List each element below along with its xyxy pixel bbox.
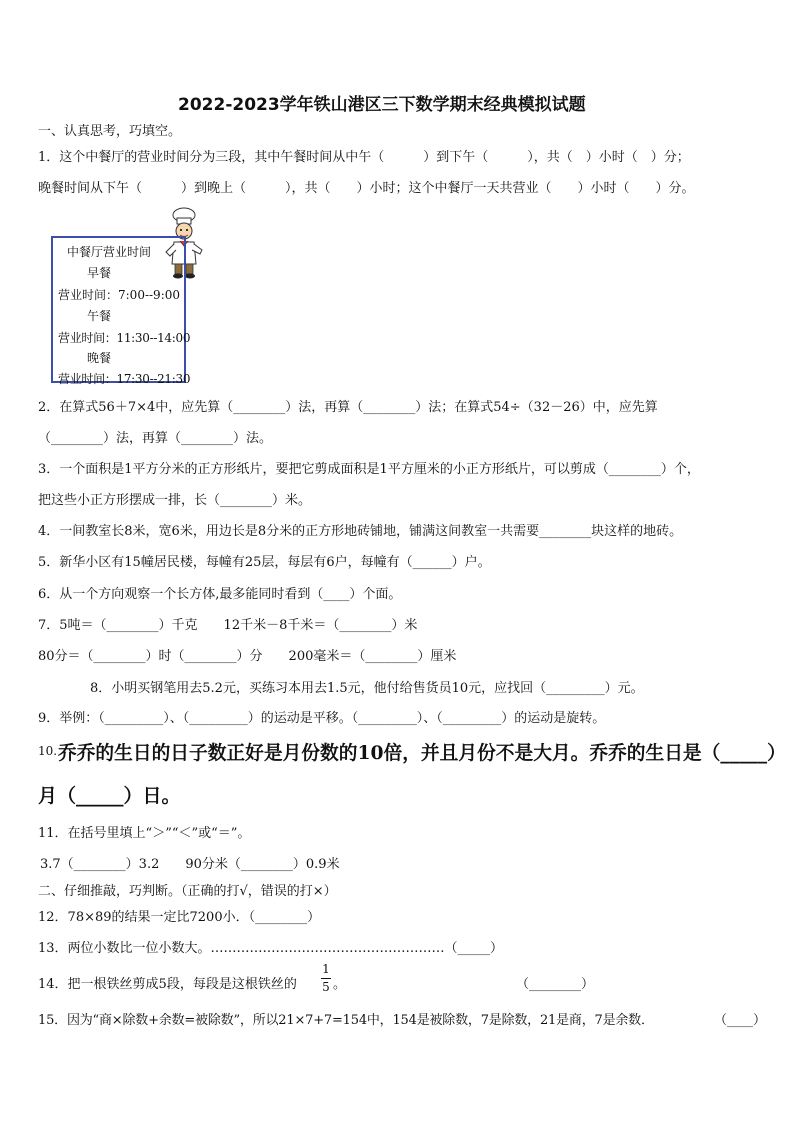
page-title: 2022-2023学年铁山港区三下数学期末经典模拟试题	[178, 95, 586, 115]
menu-dinner-time: 营业时间：17:30--21:30	[58, 372, 191, 386]
question-6: 6．从一个方向观察一个长方体,最多能同时看到（____）个面。	[38, 587, 402, 602]
menu-breakfast-label: 早餐	[87, 266, 112, 280]
restaurant-hours-box	[51, 236, 191, 386]
question-5: 5．新华小区有15幢居民楼，每幢有25层，每层有6户，每幢有（______）户。	[38, 555, 491, 570]
menu-breakfast-time: 营业时间：7:00--9:00	[58, 288, 181, 302]
menu-lunch-time: 营业时间：11:30--14:00	[58, 331, 191, 345]
question-14-fraction-bar	[321, 978, 331, 979]
question-12: 12．78×89的结果一定比7200小．（________）	[38, 910, 321, 925]
question-4: 4．一间教室长8米，宽6米，用边长是8分米的正方形地砖铺地，铺满这间教室一共需要________块这样的地砖。	[38, 524, 683, 539]
question-14-end: 。	[333, 977, 347, 992]
question-2-line-1: 2．在算式56＋7×4中，应先算（________）法，再算（________）法；在算式54÷（32－26）中，应先算	[38, 400, 658, 415]
question-3-line-1: 3．一个面积是1平方分米的正方形纸片，要把它剪成面积是1平方厘米的小正方形纸片，可以剪成（________）个，	[38, 462, 700, 477]
question-14-answer-blank: （________）	[516, 977, 595, 992]
menu-dinner-label: 晚餐	[87, 351, 112, 365]
question-10-line-1: 乔乔的生日的日子数正好是月份数的10倍，并且月份不是大月。乔乔的生日是（_____）	[58, 742, 786, 764]
menu-title: 中餐厅营业时间	[67, 245, 152, 259]
question-13: 13．两位小数比一位小数大。………………………………………………（_____）	[38, 941, 504, 956]
menu-lunch-label: 午餐	[87, 309, 112, 323]
question-3-line-2: 把这些小正方形摆成一排，长（________）米。	[38, 493, 312, 508]
section-heading-2: 二、仔细推敲，巧判断。（正确的打√，错误的打×）	[38, 884, 337, 899]
question-15-text: 15．因为“商×除数+余数=被除数”，所以21×7+7=154中，154是被除数，7是除数，21是商，7是余数．	[38, 1013, 654, 1028]
question-10-number: 10.	[38, 744, 58, 758]
question-7-line-1: 7．5吨＝（________）千克 12千米－8千米＝（________）米	[38, 618, 418, 633]
question-11-line-2: 3.7（________）3.2 90分米（________）0.9米	[40, 857, 340, 872]
question-11-line-1: 11．在括号里填上“＞”“＜”或“＝”。	[38, 826, 251, 841]
question-15-answer-blank: （____）	[714, 1013, 767, 1028]
question-10-line-2: 月（_____）日。	[38, 785, 181, 807]
question-1-line-1: 1．这个中餐厅的营业时间分为三段，其中午餐时间从中午（ ）到下午（ ），共（ ）小时（ ）分；	[38, 150, 690, 165]
section-heading-1: 一、认真思考，巧填空。	[38, 124, 182, 139]
question-2-line-2: （________）法，再算（________）法。	[38, 431, 273, 446]
question-14-fraction-numerator: 1	[322, 962, 330, 976]
question-1-line-2: 晚餐时间从下午（ ）到晚上（ ），共（ ）小时；这个中餐厅一天共营业（ ）小时（ ）分。	[38, 181, 695, 196]
question-14-text: 14．把一根铁丝剪成5段，每段是这根铁丝的	[38, 977, 297, 992]
question-7-line-2: 80分＝（________）时（________）分 200毫米＝（________）厘米	[38, 649, 457, 664]
question-14-fraction-denominator: 5	[322, 980, 330, 994]
question-9: 9．举例：（_________）、（_________）的运动是平移。（_________）、（_________）的运动是旋转。	[38, 711, 606, 726]
question-8: 8．小明买钢笔用去5.2元，买练习本用去1.5元，他付给售货员10元，应找回（_________）元。	[90, 681, 644, 696]
